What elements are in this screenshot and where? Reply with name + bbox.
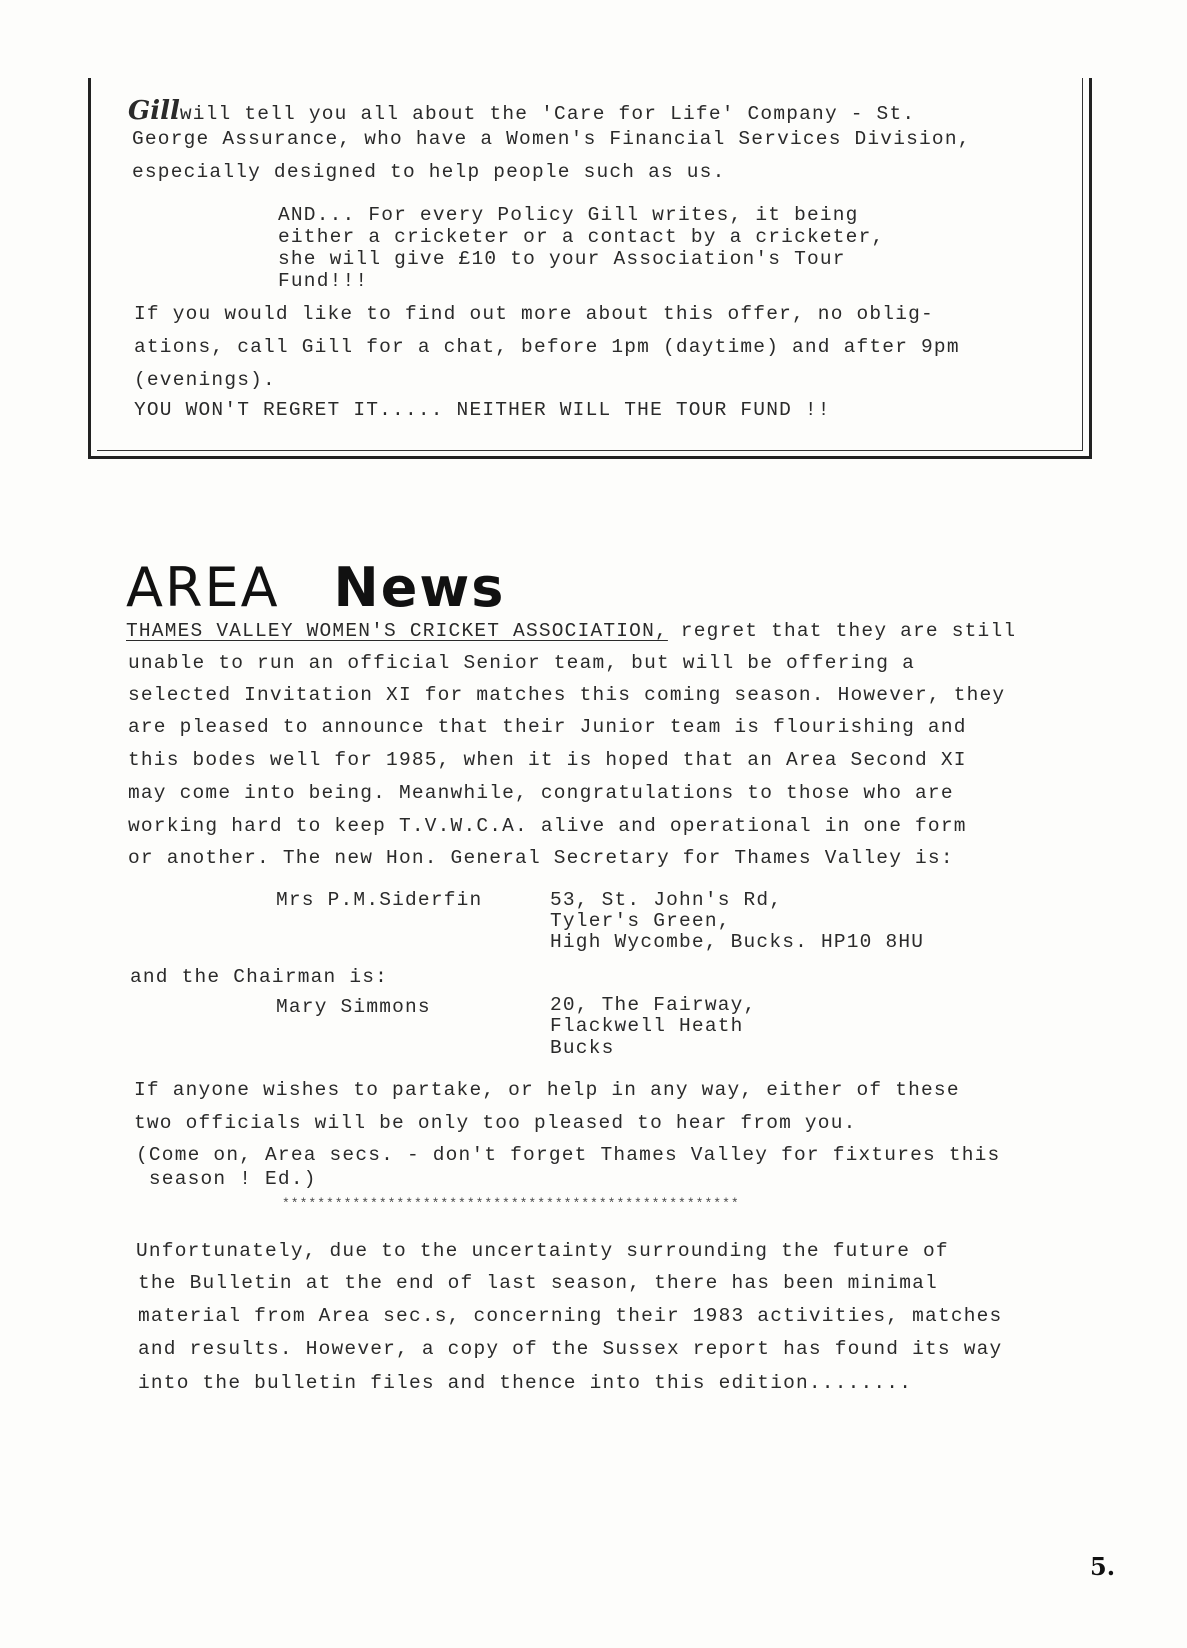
closing-line-2: the Bulletin at the end of last season, there has been minimal bbox=[138, 1272, 938, 1294]
advert-line-1: Gillwill tell you all about the 'Care for Life' Company - St. bbox=[128, 96, 916, 126]
advert-closing-2: ations, call Gill for a chat, before 1pm (daytime) and after 9pm bbox=[134, 336, 960, 358]
closing-line-1: Unfortunately, due to the uncertainty surrounding the future of bbox=[136, 1240, 949, 1262]
advert-offer-4: Fund!!! bbox=[278, 270, 369, 292]
advert-offer-2: either a cricketer or a contact by a cricketer, bbox=[278, 226, 885, 248]
closing-line-5: into the bulletin files and thence into this edition........ bbox=[138, 1372, 913, 1394]
article-line-2: unable to run an official Senior team, but will be offering a bbox=[128, 652, 916, 674]
after-line-1: If anyone wishes to partake, or help in any way, either of these bbox=[134, 1079, 960, 1101]
chairman-intro: and the Chairman is: bbox=[130, 966, 389, 988]
advert-closing-3: (evenings). bbox=[134, 369, 276, 391]
chairman-name: Mary Simmons bbox=[276, 996, 431, 1018]
divider-stars: **************************************************** bbox=[282, 1196, 740, 1211]
article-line-8: or another. The new Hon. General Secretary for Thames Valley is: bbox=[128, 847, 954, 869]
secretary-address-2: Tyler's Green, bbox=[550, 910, 731, 932]
advert-closing-4: YOU WON'T REGRET IT..... NEITHER WILL THE TOUR FUND !! bbox=[134, 399, 831, 421]
editor-note-1: (Come on, Area secs. - don't forget Thames Valley for fixtures this bbox=[136, 1144, 1001, 1166]
page-number: 5. bbox=[1090, 1552, 1116, 1581]
advert-line-2: George Assurance, who have a Women's Financial Services Division, bbox=[132, 128, 971, 150]
article-line-5: this bodes well for 1985, when it is hoped that an Area Second XI bbox=[128, 749, 967, 771]
secretary-name: Mrs P.M.Siderfin bbox=[276, 889, 483, 911]
secretary-address-3: High Wycombe, Bucks. HP10 8HU bbox=[550, 931, 925, 953]
chairman-address-2: Flackwell Heath bbox=[550, 1015, 744, 1037]
chairman-address-3: Bucks bbox=[550, 1037, 615, 1059]
page-heading bbox=[126, 556, 505, 619]
heading-word-news: News bbox=[333, 556, 506, 619]
editor-note-2: season ! Ed.) bbox=[136, 1168, 317, 1190]
secretary-address-1: 53, St. John's Rd, bbox=[550, 889, 783, 911]
article-line-7: working hard to keep T.V.W.C.A. alive and operational in one form bbox=[128, 815, 967, 837]
gill-logo: Gill bbox=[128, 96, 180, 126]
article-line-6: may come into being. Meanwhile, congratulations to those who are bbox=[128, 782, 954, 804]
chairman-address-1: 20, The Fairway, bbox=[550, 994, 757, 1016]
heading-word-area: AREA bbox=[126, 556, 280, 619]
advert-offer-3: she will give £10 to your Association's Tour bbox=[278, 248, 846, 270]
closing-line-3: material from Area sec.s, concerning their 1983 activities, matches bbox=[138, 1305, 1003, 1327]
after-line-2: two officials will be only too pleased to hear from you. bbox=[134, 1112, 857, 1134]
article-line-1: THAMES VALLEY WOMEN'S CRICKET ASSOCIATION, regret that they are still bbox=[126, 620, 1017, 642]
organisation-name: THAMES VALLEY WOMEN'S CRICKET ASSOCIATION, bbox=[126, 620, 668, 642]
closing-line-4: and results. However, a copy of the Sussex report has found its way bbox=[138, 1338, 1003, 1360]
advert-closing-1: If you would like to find out more about this offer, no oblig- bbox=[134, 303, 934, 325]
advert-line-3: especially designed to help people such as us. bbox=[132, 161, 726, 183]
article-line-3: selected Invitation XI for matches this coming season. However, they bbox=[128, 684, 1006, 706]
article-line-4: are pleased to announce that their Junior team is flourishing and bbox=[128, 716, 967, 738]
advert-offer-1: AND... For every Policy Gill writes, it being bbox=[278, 204, 859, 226]
